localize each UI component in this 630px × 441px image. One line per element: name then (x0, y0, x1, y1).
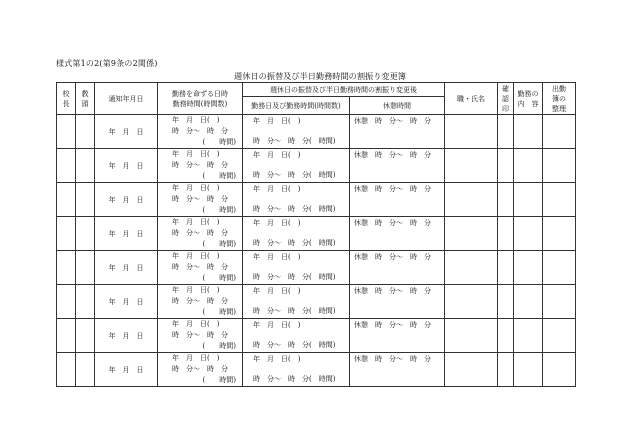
notice-date-cell[interactable] (95, 217, 158, 251)
duty-content-cell[interactable] (514, 149, 543, 183)
after-change-date-cell[interactable] (243, 149, 350, 183)
ordered-date-text: 年 月 日( ) (172, 354, 220, 362)
ordered-hours-text: ( 時間) (202, 240, 236, 248)
position-name-cell[interactable] (445, 285, 498, 319)
notice-date-cell[interactable] (95, 353, 158, 387)
notice-date-cell[interactable] (95, 115, 158, 149)
confirm-seal-cell[interactable] (498, 353, 514, 387)
header-break-time: 休憩時間 (350, 97, 445, 115)
after-change-date-cell[interactable] (243, 115, 350, 149)
position-name-cell[interactable] (445, 149, 498, 183)
after-change-date-text: 年 月 日( ) (253, 117, 301, 125)
ordered-hours-text: ( 時間) (202, 376, 236, 384)
principal-seal-cell[interactable] (57, 149, 76, 183)
duty-content-cell[interactable] (514, 285, 543, 319)
ordered-hours-text: ( 時間) (202, 206, 236, 214)
attendance-book-cell[interactable] (543, 251, 576, 285)
after-change-time-text: 時 分～ 時 分( 時間) (253, 171, 336, 179)
after-change-date-text: 年 月 日( ) (253, 287, 301, 295)
after-change-date-text: 年 月 日( ) (253, 355, 301, 363)
attendance-book-cell[interactable] (543, 149, 576, 183)
after-change-date-cell[interactable] (243, 353, 350, 387)
ordered-time-text: 時 分～ 時 分 (172, 229, 228, 237)
ordered-time-text: 時 分～ 時 分 (172, 297, 228, 305)
break-time-text: 休憩 時 分～ 時 分 (354, 117, 431, 125)
break-time-text: 休憩 時 分～ 時 分 (354, 151, 431, 159)
confirm-seal-cell[interactable] (498, 115, 514, 149)
ordered-date-text: 年 月 日( ) (172, 286, 220, 294)
change-register-table (56, 82, 576, 387)
principal-seal-cell[interactable] (57, 285, 76, 319)
header-vice-principal: 教 頭 (76, 83, 95, 115)
break-time-text: 休憩 時 分～ 時 分 (354, 287, 431, 295)
notice-date-cell[interactable] (95, 251, 158, 285)
notice-date-cell[interactable] (95, 285, 158, 319)
vice-principal-seal-cell[interactable] (76, 183, 95, 217)
header-after-change-date: 勤務日及び勤務時間(時間数) (243, 97, 350, 115)
header-row-1 (57, 83, 576, 97)
ordered-hours-text: ( 時間) (202, 342, 236, 350)
table-row (57, 285, 576, 319)
register-rows (57, 115, 576, 387)
confirm-seal-cell[interactable] (498, 251, 514, 285)
ordered-time-text: 時 分～ 時 分 (172, 161, 228, 169)
header-principal: 校 長 (57, 83, 76, 115)
notice-date-text: 年 月 日 (108, 127, 144, 136)
notice-date-cell[interactable] (95, 183, 158, 217)
table-row (57, 319, 576, 353)
ordered-hours-text: ( 時間) (202, 308, 236, 316)
position-name-cell[interactable] (445, 183, 498, 217)
break-time-text: 休憩 時 分～ 時 分 (354, 185, 431, 193)
ordered-date-text: 年 月 日( ) (172, 116, 220, 124)
vice-principal-seal-cell[interactable] (76, 115, 95, 149)
vice-principal-seal-cell[interactable] (76, 353, 95, 387)
position-name-cell[interactable] (445, 115, 498, 149)
confirm-seal-cell[interactable] (498, 149, 514, 183)
principal-seal-cell[interactable] (57, 251, 76, 285)
principal-seal-cell[interactable] (57, 115, 76, 149)
ordered-datetime-cell[interactable] (158, 217, 243, 251)
notice-date-text: 年 月 日 (108, 161, 144, 170)
ordered-datetime-cell[interactable] (158, 353, 243, 387)
after-change-date-text: 年 月 日( ) (253, 219, 301, 227)
ordered-date-text: 年 月 日( ) (172, 252, 220, 260)
notice-date-text: 年 月 日 (108, 297, 144, 306)
attendance-book-cell[interactable] (543, 285, 576, 319)
vice-principal-seal-cell[interactable] (76, 217, 95, 251)
table-row (57, 183, 576, 217)
ordered-date-text: 年 月 日( ) (172, 184, 220, 192)
table-row (57, 115, 576, 149)
duty-content-cell[interactable] (514, 217, 543, 251)
notice-date-text: 年 月 日 (108, 331, 144, 340)
confirm-seal-cell[interactable] (498, 183, 514, 217)
attendance-book-cell[interactable] (543, 319, 576, 353)
after-change-date-cell[interactable] (243, 285, 350, 319)
break-time-cell[interactable] (350, 183, 445, 217)
after-change-time-text: 時 分～ 時 分( 時間) (253, 137, 336, 145)
notice-date-text: 年 月 日 (108, 195, 144, 204)
after-change-time-text: 時 分～ 時 分( 時間) (253, 341, 336, 349)
after-change-date-cell[interactable] (243, 217, 350, 251)
vice-principal-seal-cell[interactable] (76, 319, 95, 353)
ordered-datetime-cell[interactable] (158, 251, 243, 285)
after-change-date-cell[interactable] (243, 251, 350, 285)
confirm-seal-cell[interactable] (498, 285, 514, 319)
ordered-hours-text: ( 時間) (202, 172, 236, 180)
break-time-cell[interactable] (350, 149, 445, 183)
table-row (57, 251, 576, 285)
ordered-time-text: 時 分～ 時 分 (172, 365, 228, 373)
principal-seal-cell[interactable] (57, 353, 76, 387)
ordered-date-text: 年 月 日( ) (172, 150, 220, 158)
attendance-book-cell[interactable] (543, 353, 576, 387)
position-name-cell[interactable] (445, 217, 498, 251)
break-time-text: 休憩 時 分～ 時 分 (354, 253, 431, 261)
ordered-hours-text: ( 時間) (202, 274, 236, 282)
document-title: 週休日の振替及び半日勤務時間の割振り変更簿 (234, 71, 406, 81)
after-change-date-cell[interactable] (243, 183, 350, 217)
principal-seal-cell[interactable] (57, 217, 76, 251)
after-change-time-text: 時 分～ 時 分( 時間) (253, 239, 336, 247)
after-change-time-text: 時 分～ 時 分( 時間) (253, 375, 336, 383)
table-row (57, 217, 576, 251)
header-ordered-datetime: 勤務を命ずる日時 勤務時間(時間数) (158, 83, 243, 115)
duty-content-cell[interactable] (514, 183, 543, 217)
notice-date-text: 年 月 日 (108, 263, 144, 272)
header-confirm-seal: 確 認 印 (498, 83, 514, 115)
ordered-datetime-cell[interactable] (158, 183, 243, 217)
after-change-time-text: 時 分～ 時 分( 時間) (253, 307, 336, 315)
ordered-time-text: 時 分～ 時 分 (172, 331, 228, 339)
confirm-seal-cell[interactable] (498, 217, 514, 251)
header-attendance-book: 出勤 簿の 整理 (543, 83, 576, 115)
ordered-date-text: 年 月 日( ) (172, 320, 220, 328)
break-time-cell[interactable] (350, 319, 445, 353)
after-change-date-text: 年 月 日( ) (253, 185, 301, 193)
after-change-date-text: 年 月 日( ) (253, 321, 301, 329)
ordered-datetime-cell[interactable] (158, 319, 243, 353)
header-after-change-group: 週休日の振替及び半日勤務時間の割振り変更後 (243, 83, 445, 97)
ordered-time-text: 時 分～ 時 分 (172, 127, 228, 135)
ordered-time-text: 時 分～ 時 分 (172, 195, 228, 203)
break-time-cell[interactable] (350, 353, 445, 387)
ordered-time-text: 時 分～ 時 分 (172, 263, 228, 271)
break-time-text: 休憩 時 分～ 時 分 (354, 321, 431, 329)
table-row (57, 149, 576, 183)
duty-content-cell[interactable] (514, 353, 543, 387)
header-position-name: 職・氏名 (445, 83, 498, 115)
break-time-cell[interactable] (350, 251, 445, 285)
ordered-datetime-cell[interactable] (158, 285, 243, 319)
header-duty-content: 勤務の 内 容 (514, 83, 543, 115)
attendance-book-cell[interactable] (543, 115, 576, 149)
ordered-datetime-cell[interactable] (158, 115, 243, 149)
confirm-seal-cell[interactable] (498, 319, 514, 353)
after-change-date-text: 年 月 日( ) (253, 253, 301, 261)
vice-principal-seal-cell[interactable] (76, 149, 95, 183)
duty-content-cell[interactable] (514, 251, 543, 285)
after-change-time-text: 時 分～ 時 分( 時間) (253, 273, 336, 281)
header-notice-date: 通知年月日 (95, 83, 158, 115)
notice-date-cell[interactable] (95, 149, 158, 183)
after-change-date-cell[interactable] (243, 319, 350, 353)
duty-content-cell[interactable] (514, 319, 543, 353)
position-name-cell[interactable] (445, 319, 498, 353)
notice-date-text: 年 月 日 (108, 365, 144, 374)
after-change-time-text: 時 分～ 時 分( 時間) (253, 205, 336, 213)
principal-seal-cell[interactable] (57, 319, 76, 353)
vice-principal-seal-cell[interactable] (76, 251, 95, 285)
attendance-book-cell[interactable] (543, 217, 576, 251)
break-time-text: 休憩 時 分～ 時 分 (354, 355, 431, 363)
vice-principal-seal-cell[interactable] (76, 285, 95, 319)
duty-content-cell[interactable] (514, 115, 543, 149)
ordered-date-text: 年 月 日( ) (172, 218, 220, 226)
break-time-cell[interactable] (350, 115, 445, 149)
ordered-datetime-cell[interactable] (158, 149, 243, 183)
attendance-book-cell[interactable] (543, 183, 576, 217)
table-row (57, 353, 576, 387)
form-number: 様式第1の2(第9条の2関係) (56, 59, 158, 68)
break-time-cell[interactable] (350, 217, 445, 251)
principal-seal-cell[interactable] (57, 183, 76, 217)
break-time-cell[interactable] (350, 285, 445, 319)
ordered-hours-text: ( 時間) (202, 138, 236, 146)
notice-date-cell[interactable] (95, 319, 158, 353)
position-name-cell[interactable] (445, 251, 498, 285)
notice-date-text: 年 月 日 (108, 229, 144, 238)
position-name-cell[interactable] (445, 353, 498, 387)
break-time-text: 休憩 時 分～ 時 分 (354, 219, 431, 227)
after-change-date-text: 年 月 日( ) (253, 151, 301, 159)
